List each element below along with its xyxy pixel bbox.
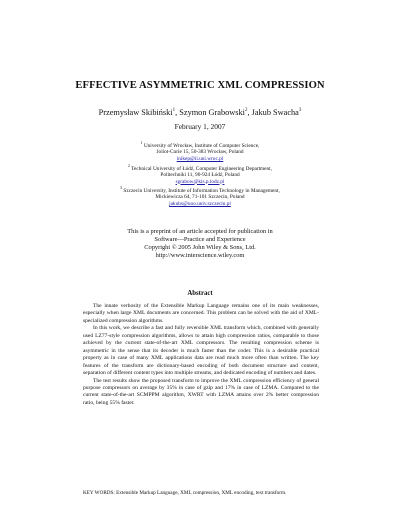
affiliation-line: Szczecin University, Institute of Information Technology in Management, — [123, 187, 280, 194]
preprint-line: This is a preprint of an article accepted for publication in — [127, 228, 273, 235]
paper-title: EFFECTIVE ASYMMETRIC XML COMPRESSION — [75, 80, 325, 91]
affiliation-line: Technical University of Łódź, Computer Engineering Department, — [131, 165, 272, 172]
email-link[interactable]: sgrabow@kis.p.lodz.pl — [175, 178, 225, 185]
abstract-paragraph: In this work, we describe a fast and fully reversible XML transform which, combined with generally used LZ77-style compression algorithms, allows to attain high compression ratios, comparable to those achieved by the current state-of-the-art XML compressors. The resulting compression scheme is asymmetric in the sense that its decoder is much faster than the coder. This is a desirable practical property as in case of many XML applications data are read much more often than written. The key features of the transform are dictionary-based encoding of both document structure and content, separation of different content types into multiple streams, and dedicated encoding of numbers and dates. — [83, 325, 319, 377]
affiliation-address: Mickiewicza 64, 71-101 Szczecin, Poland — [155, 194, 245, 201]
abstract-heading: Abstract — [187, 290, 213, 297]
affiliation — [0, 163, 400, 186]
abstract-paragraph: The innate verbosity of the Extensible Markup Language remains one of its main weaknesses, especially when large XML documents are concerned. This problem can be solved with the aid of XML-specialized compression algorithms. — [83, 303, 319, 324]
email-link[interactable]: inikep@ii.uni.wroc.pl — [176, 155, 224, 162]
journal-name: Software—Practice and Experience — [154, 236, 246, 243]
abstract-body — [83, 303, 319, 407]
author-name: Jakub Swacha — [251, 108, 299, 117]
affiliation-mark: 2 — [128, 163, 130, 168]
paper-date: February 1, 2007 — [174, 122, 226, 131]
author-affiliation-mark: 2 — [244, 108, 248, 114]
affiliation — [0, 185, 400, 208]
abstract-paragraph: The test results show the proposed transform to improve the XML compression efficiency of general purpose compressors on average by 35% in case of gzip and 17% in case of LZMA. Compared to the current state-of-the-art SCMPPM algorithm, XWRT with LZMA attains over 2% better compression ratio, being 55% faster. — [83, 377, 319, 406]
affiliation-address: Politechniki 11, 90-924 Łódź, Poland — [160, 171, 240, 178]
author-affiliation-mark: 3 — [298, 108, 302, 114]
affiliation-address: Joliot-Curie 15, 50-383 Wrocław, Poland — [156, 149, 244, 156]
affiliation-mark: 3 — [120, 186, 123, 191]
email-link[interactable]: jakubs@uoo.univ.szczecin.pl — [169, 201, 231, 208]
copyright-line: Copyright © 2005 John Wiley & Sons, Ltd. — [144, 244, 256, 251]
author-name: Szymon Grabowski — [179, 108, 245, 117]
affiliations — [0, 140, 400, 208]
author-line: Przemysław Skibiński$^1$, Szymon Grabowski$^2$, Jakub Swacha$^3$ — [98, 108, 302, 117]
author-affiliation-mark: 1 — [172, 108, 176, 114]
preprint-notice — [0, 228, 400, 260]
publisher-url[interactable]: http://www.interscience.wiley.com — [155, 252, 245, 259]
keywords: KEY WORDS: Extensible Markup Language, XML compression, XML encoding, text transform. — [83, 490, 287, 496]
affiliation — [0, 140, 400, 163]
affiliation-line: University of Wrocław, Institute of Computer Science, — [143, 142, 260, 149]
affiliation-mark: 1 — [140, 141, 143, 145]
author-name: Przemysław Skibiński — [98, 108, 173, 117]
